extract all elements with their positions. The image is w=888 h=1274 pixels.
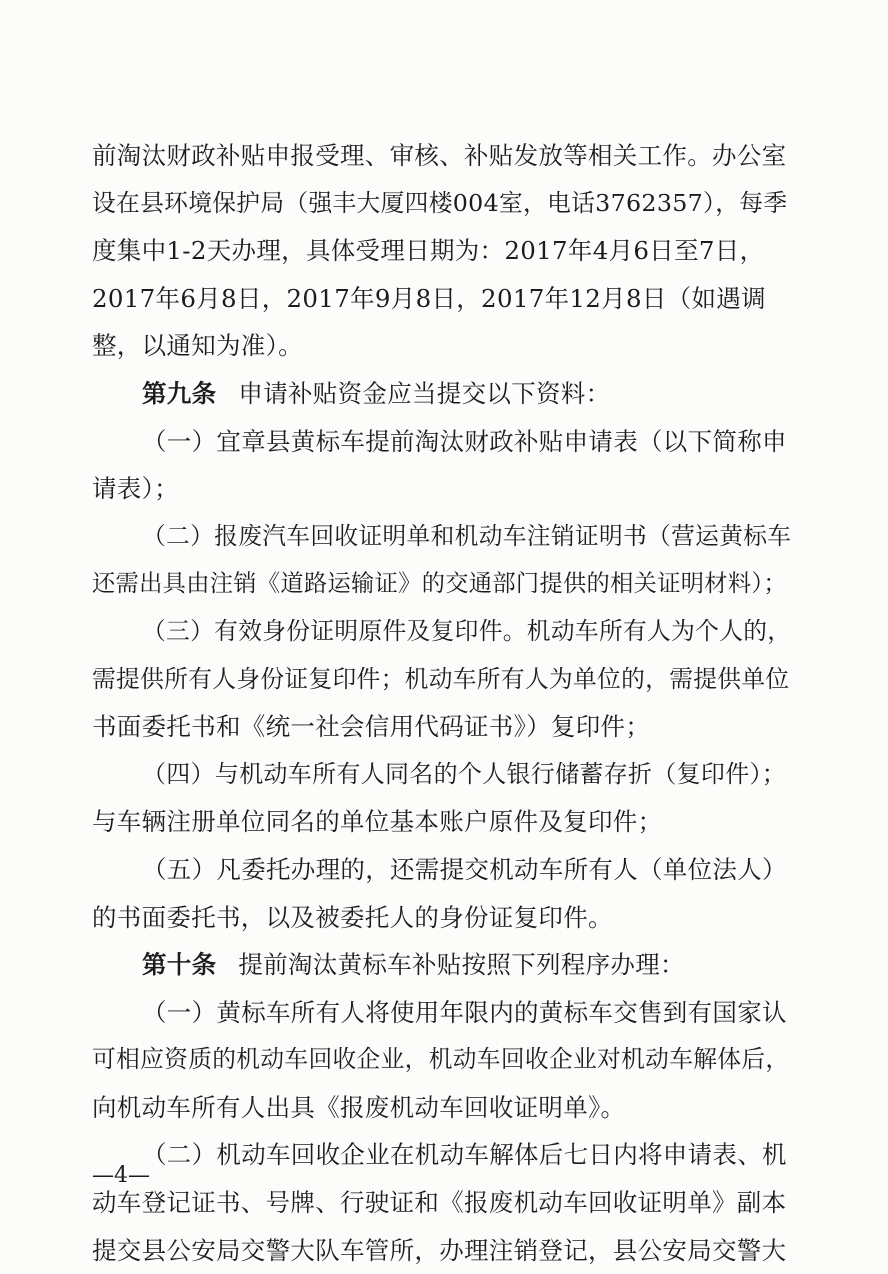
line-text: （五）凡委托办理的，还需提交机动车所有人（单位法人） (142, 854, 787, 884)
line-text: 向机动车所有人出具《报废机动车回收证明单》。 (92, 1092, 626, 1122)
line-text: 提前淘汰黄标车补贴按照下列程序办理： (238, 950, 685, 980)
text-line (92, 513, 792, 561)
article-heading: 第九条 (142, 378, 217, 408)
text-line (92, 180, 792, 228)
line-text: （二）报废汽车回收证明单和机动车注销证明书（营运黄标车 (142, 521, 792, 550)
line-text: 整，以通知为准）。 (92, 331, 303, 361)
line-text: 还需出具由注销《道路运输证》的交通部门提供的相关证明材料）； (92, 570, 787, 598)
line-text: （一）黄标车所有人将使用年限内的黄标车交售到有国家认 (142, 997, 787, 1027)
line-text: （三）有效身份证明原件及复印件。机动车所有人为个人的， (142, 616, 792, 645)
line-text: 需提供所有人身份证复印件；机动车所有人为单位的，需提供单位 (92, 664, 790, 693)
text-line (92, 560, 792, 608)
line-text: 书面委托书和《统一社会信用代码证书》）复印件； (92, 712, 651, 742)
text-line (92, 798, 792, 846)
text-line (92, 608, 792, 656)
line-text: 2017年6月8日，2017年9月8日，2017年12月8日（如遇调 (92, 283, 766, 313)
line-text: 可相应资质的机动车回收企业，机动车回收企业对机动车解体后， (92, 1045, 790, 1074)
text-line (92, 846, 792, 894)
text-line (92, 1179, 792, 1227)
text-line (92, 132, 792, 180)
line-text: 设在县环境保护局（强丰大厦四楼004室，电话3762357），每季 (92, 188, 788, 217)
document-body (92, 132, 792, 1274)
line-text: （二）机动车回收企业在机动车解体后七日内将申请表、机 (142, 1140, 787, 1170)
line-text: （四）与机动车所有人同名的个人银行储蓄存折（复印件）； (142, 759, 787, 788)
line-text: 度集中1-2天办理，具体受理日期为：2017年4月6日至7日， (92, 236, 765, 266)
text-line (92, 227, 792, 275)
text-line (92, 894, 792, 942)
page-number: —4— (92, 1163, 150, 1188)
line-text: 前淘汰财政补贴申报受理、审核、补贴发放等相关工作。办公室 (92, 141, 787, 170)
text-line (92, 1227, 792, 1274)
text-line (92, 418, 792, 466)
text-line (92, 1131, 792, 1179)
text-line (92, 751, 792, 799)
line-text: 申请补贴资金应当提交以下资料： (238, 378, 611, 408)
article-line (92, 370, 792, 418)
line-text: 的书面委托书，以及被委托人的身份证复印件。 (92, 902, 613, 932)
text-line (92, 1036, 792, 1084)
text-line (92, 656, 792, 704)
line-text: 与车辆注册单位同名的单位基本账户原件及复印件； (92, 807, 663, 837)
text-line (92, 275, 792, 323)
line-text: 提交县公安局交警大队车管所，办理注销登记，县公安局交警大 (92, 1235, 787, 1265)
article-line (92, 941, 792, 989)
line-text: 动车登记证书、号牌、行驶证和《报废机动车回收证明单》副本 (92, 1188, 787, 1218)
text-line (92, 703, 792, 751)
line-text: （一）宜章县黄标车提前淘汰财政补贴申请表（以下简称申 (142, 426, 787, 456)
line-text: 请表）； (92, 474, 179, 504)
text-line (92, 322, 792, 370)
text-line (92, 1084, 792, 1132)
article-heading: 第十条 (142, 950, 217, 980)
text-line (92, 989, 792, 1037)
text-line (92, 465, 792, 513)
